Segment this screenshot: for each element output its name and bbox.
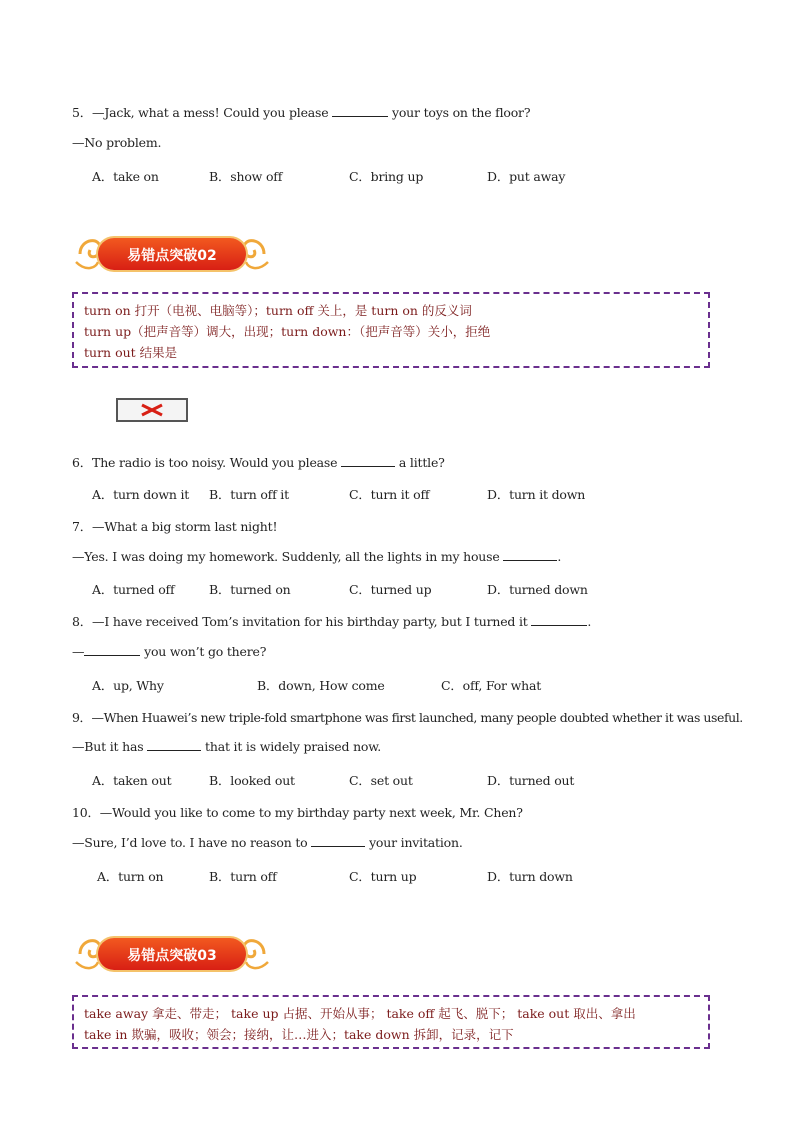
option-c: C．set out — [349, 773, 413, 788]
wrong-mark-icon — [116, 398, 188, 422]
option-a: A．taken out — [92, 773, 172, 788]
question-7-reply — [72, 549, 561, 564]
answer-blank — [332, 105, 388, 117]
section-badge-03 — [72, 928, 272, 980]
question-6-text-after: a little? — [398, 455, 445, 470]
option-b: B．show off — [209, 169, 283, 184]
answer-blank — [147, 739, 201, 751]
note-line: turn on 打开（电视、电脑等）；turn off 关上，是 turn on 的反义词 — [84, 303, 472, 318]
question-8-reply-dash: — — [72, 644, 85, 659]
notes-box-03 — [72, 995, 710, 1049]
section-badge-02 — [72, 228, 272, 280]
question-8-text: 8．—I have received Tom’s invitation for his birthday party, but I turned it — [72, 614, 528, 629]
option-a: A．turn down it — [92, 487, 190, 502]
question-7-reply-after: . — [557, 549, 562, 564]
note-line: take away 拿走、带走； take up 占据、开始从事； take off 起飞、脱下； take out 取出、拿出 — [84, 1006, 636, 1021]
note-line: turn up（把声音等）调大，出现；turn down：（把声音等）关小，拒绝 — [84, 324, 491, 339]
badge-label: 易错点突破03 — [127, 948, 217, 964]
option-d: D．turned down — [487, 582, 588, 597]
question-5-text-after: your toys on the floor? — [392, 105, 531, 120]
answer-blank — [503, 549, 557, 561]
option-a: A．take on — [92, 169, 159, 184]
answer-blank — [531, 614, 587, 626]
option-c: C．bring up — [349, 169, 424, 184]
question-10-stem: 10．—Would you like to come to my birthday party next week, Mr. Chen? — [72, 805, 523, 820]
question-10-reply — [72, 835, 463, 850]
question-9-reply-after: that it is widely praised now. — [205, 739, 382, 754]
option-a: A．up, Why — [92, 678, 164, 693]
question-10-reply-after: your invitation. — [369, 835, 463, 850]
option-b: B．turn off it — [209, 487, 289, 502]
answer-blank — [84, 644, 140, 656]
option-b: B．turn off — [209, 869, 277, 884]
option-a: A．turn on — [97, 869, 164, 884]
question-9-reply — [72, 739, 381, 754]
badge-label: 易错点突破02 — [127, 248, 217, 264]
option-b: B．down, How come — [257, 678, 385, 693]
option-c: C．turn up — [349, 869, 417, 884]
question-8-stem — [72, 612, 591, 630]
note-line: take in 欺骗，吸收；领会；接纳，让…进入；take down 拆卸，记录，记下 — [84, 1027, 514, 1042]
notes-box-02 — [72, 292, 710, 368]
question-8-text-after: . — [587, 614, 592, 629]
option-b: B．turned on — [209, 582, 291, 597]
question-6-text: 6．The radio is too noisy. Would you please — [72, 455, 338, 470]
question-5-stem — [72, 103, 530, 121]
option-d: D．put away — [487, 169, 566, 184]
question-10-reply-text: —Sure, I’d love to. I have no reason to — [72, 835, 308, 850]
option-b: B．looked out — [209, 773, 295, 788]
question-7-reply-text: —Yes. I was doing my homework. Suddenly, all the lights in my house — [72, 549, 500, 564]
option-d: D．turn it down — [487, 487, 586, 502]
question-9-reply-text: —But it has — [72, 739, 144, 754]
option-c: C．turned up — [349, 582, 432, 597]
question-9-stem: 9．—When Huawei’s new triple-fold smartphone was first launched, many people doubted whether it was useful. — [72, 710, 743, 725]
option-a: A．turned off — [92, 582, 175, 597]
answer-blank — [311, 835, 365, 847]
question-8-reply-text: you won’t go there? — [144, 644, 267, 659]
option-d: D．turned out — [487, 773, 575, 788]
question-5-reply: —No problem. — [72, 135, 162, 150]
option-c: C．turn it off — [349, 487, 430, 502]
answer-blank — [341, 455, 395, 467]
question-6-stem — [72, 453, 445, 471]
question-7-stem: 7．—What a big storm last night! — [72, 519, 278, 534]
note-line: turn out 结果是 — [84, 345, 178, 360]
option-d: D．turn down — [487, 869, 573, 884]
question-5-text: 5．—Jack, what a mess! Could you please — [72, 105, 329, 120]
option-c: C．off, For what — [441, 678, 542, 693]
question-8-reply — [72, 644, 266, 659]
